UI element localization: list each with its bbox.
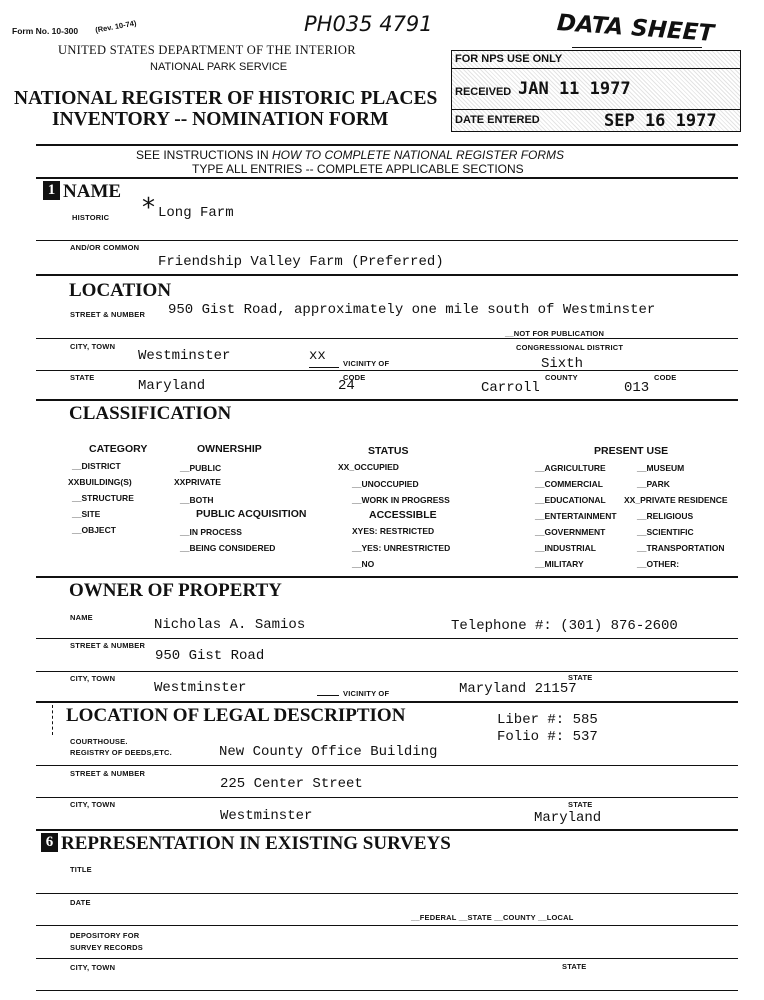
vicinity-label: VICINITY OF xyxy=(343,359,390,368)
accessible-no: __NO xyxy=(352,559,375,569)
historic-name: Long Farm xyxy=(158,205,234,221)
use-museum: __MUSEUM xyxy=(637,463,685,473)
owner-state-label: STATE xyxy=(568,673,593,682)
service-name: NATIONAL PARK SERVICE xyxy=(150,61,288,73)
state-value: Maryland xyxy=(138,378,206,394)
ownership-public: __PUBLIC xyxy=(180,463,222,473)
accessible-yes-restricted: XYES: RESTRICTED xyxy=(352,526,435,536)
survey-levels: __FEDERAL __STATE __COUNTY __LOCAL xyxy=(411,913,574,922)
status-unoccupied: __UNOCCUPIED xyxy=(352,479,419,489)
city-town-label: CITY, TOWN xyxy=(70,342,116,351)
category-district: __DISTRICT xyxy=(72,461,121,471)
legal-street: 225 Center Street xyxy=(220,776,363,792)
use-commercial: __COMMERCIAL xyxy=(535,479,604,489)
historic-mark: * xyxy=(142,193,155,223)
county-value: Carroll xyxy=(481,380,540,396)
ownership-both: __BOTH xyxy=(180,495,214,505)
section-surveys-heading: 6 REPRESENTATION IN EXISTING SURVEYS xyxy=(41,833,451,855)
accessible-header: ACCESSIBLE xyxy=(369,509,437,521)
use-transportation: __TRANSPORTATION xyxy=(637,543,725,553)
congressional-district-label: CONGRESSIONAL DISTRICT xyxy=(516,343,624,352)
ownership-header: OWNERSHIP xyxy=(197,443,262,455)
survey-city-label: CITY, TOWN xyxy=(70,963,116,972)
category-header: CATEGORY xyxy=(89,443,148,455)
classification-heading: CLASSIFICATION xyxy=(69,403,232,424)
present-use-header: PRESENT USE xyxy=(594,445,669,457)
common-name-label: AND/OR COMMON xyxy=(70,243,140,252)
use-government: __GOVERNMENT xyxy=(535,527,606,537)
use-scientific: __SCIENTIFIC xyxy=(637,527,694,537)
legal-description-heading: LOCATION OF LEGAL DESCRIPTION xyxy=(66,705,406,726)
data-sheet-underline xyxy=(572,47,702,48)
use-industrial: __INDUSTRIAL xyxy=(535,543,596,553)
not-for-publication: __NOT FOR PUBLICATION xyxy=(505,329,605,338)
date-entered-label: DATE ENTERED xyxy=(455,114,540,126)
owner-city: Westminster xyxy=(154,680,247,696)
form-title-line1: NATIONAL REGISTER OF HISTORIC PLACES xyxy=(14,88,438,109)
location-heading: LOCATION xyxy=(69,280,172,301)
handwritten-id: PH035 4791 xyxy=(304,12,433,36)
section-name-heading: 1 NAME xyxy=(43,181,121,203)
city-value: Westminster xyxy=(138,348,231,364)
survey-state-label: STATE xyxy=(562,962,587,971)
state-code: 24 xyxy=(338,378,355,394)
legal-street-label: STREET & NUMBER xyxy=(70,769,146,778)
street-address: 950 Gist Road, approximately one mile south of Westminster xyxy=(168,302,656,318)
form-title-line2: INVENTORY -- NOMINATION FORM xyxy=(52,109,389,130)
survey-title-label: TITLE xyxy=(70,865,92,874)
legal-state: Maryland xyxy=(534,810,602,826)
pa-being-considered: __BEING CONSIDERED xyxy=(180,543,276,553)
owner-name-label: NAME xyxy=(70,613,93,622)
depository-label-line1: DEPOSITORY FOR xyxy=(70,931,140,940)
owner-state: Maryland 21157 xyxy=(459,681,577,697)
courthouse-label: COURTHOUSE. xyxy=(70,737,128,746)
owner-name: Nicholas A. Samios xyxy=(154,617,306,633)
owner-street-label: STREET & NUMBER xyxy=(70,641,146,650)
state-label: STATE xyxy=(70,373,95,382)
category-structure: __STRUCTURE xyxy=(72,493,134,503)
accessible-yes-unrestricted: __YES: UNRESTRICTED xyxy=(352,543,451,553)
depository-label-line2: SURVEY RECORDS xyxy=(70,943,143,952)
received-label: RECEIVED xyxy=(455,86,512,98)
congressional-district: Sixth xyxy=(541,356,584,372)
category-object: __OBJECT xyxy=(72,525,116,535)
received-date: JAN 11 1977 xyxy=(518,79,631,99)
use-other: __OTHER: xyxy=(637,559,680,569)
date-entered-value: SEP 16 1977 xyxy=(604,111,717,131)
use-private-residence: XX_PRIVATE RESIDENCE xyxy=(624,495,728,505)
status-header: STATUS xyxy=(368,445,409,457)
owner-vicinity-label: VICINITY OF xyxy=(343,689,390,698)
instructions-line2: TYPE ALL ENTRIES -- COMPLETE APPLICABLE SECTIONS xyxy=(192,162,524,176)
registry-label: REGISTRY OF DEEDS,ETC. xyxy=(70,748,172,757)
instructions-line1: SEE INSTRUCTIONS IN HOW TO COMPLETE NATIONAL REGISTER FORMS xyxy=(136,148,565,162)
category-buildings: XXBUILDING(S) xyxy=(68,477,132,487)
use-entertainment: __ENTERTAINMENT xyxy=(535,511,617,521)
county-code-label: CODE xyxy=(654,373,677,382)
courthouse-value: New County Office Building xyxy=(219,744,438,760)
use-park: __PARK xyxy=(637,479,670,489)
folio-number: Folio #: 537 xyxy=(497,729,598,745)
common-name: Friendship Valley Farm (Preferred) xyxy=(158,254,444,270)
county-code: 013 xyxy=(624,380,650,396)
street-number-label: STREET & NUMBER xyxy=(70,310,146,319)
nps-use-box xyxy=(451,50,741,132)
county-label: COUNTY xyxy=(545,373,578,382)
use-military: __MILITARY xyxy=(535,559,584,569)
category-site: __SITE xyxy=(72,509,101,519)
pa-in-process: __IN PROCESS xyxy=(180,527,242,537)
public-acquisition-header: PUBLIC ACQUISITION xyxy=(196,508,307,520)
legal-state-label: STATE xyxy=(568,800,593,809)
use-agriculture: __AGRICULTURE xyxy=(535,463,606,473)
owner-street: 950 Gist Road xyxy=(155,648,265,664)
department-name: UNITED STATES DEPARTMENT OF THE INTERIOR xyxy=(58,43,356,57)
legal-city-label: CITY, TOWN xyxy=(70,800,116,809)
survey-date-label: DATE xyxy=(70,898,91,907)
liber-number: Liber #: 585 xyxy=(497,712,598,728)
use-religious: __RELIGIOUS xyxy=(637,511,694,521)
form-number: Form No. 10-300 xyxy=(12,26,79,36)
owner-heading: OWNER OF PROPERTY xyxy=(69,580,282,601)
status-work-in-progress: __WORK IN PROGRESS xyxy=(352,495,450,505)
ownership-private: XXPRIVATE xyxy=(174,477,221,487)
nps-box-label: FOR NPS USE ONLY xyxy=(455,53,563,65)
form-revision: (Rev. 10-74) xyxy=(94,18,138,35)
vicinity-mark: xx xyxy=(309,348,326,364)
historic-label: HISTORIC xyxy=(72,213,110,222)
owner-city-label: CITY, TOWN xyxy=(70,674,116,683)
owner-telephone: Telephone #: (301) 876-2600 xyxy=(451,618,678,634)
data-sheet-stamp: DATA SHEET xyxy=(556,10,715,47)
status-occupied: XX_OCCUPIED xyxy=(338,462,399,472)
state-code-label: CODE xyxy=(343,373,366,382)
legal-city: Westminster xyxy=(220,808,313,824)
use-educational: __EDUCATIONAL xyxy=(535,495,606,505)
